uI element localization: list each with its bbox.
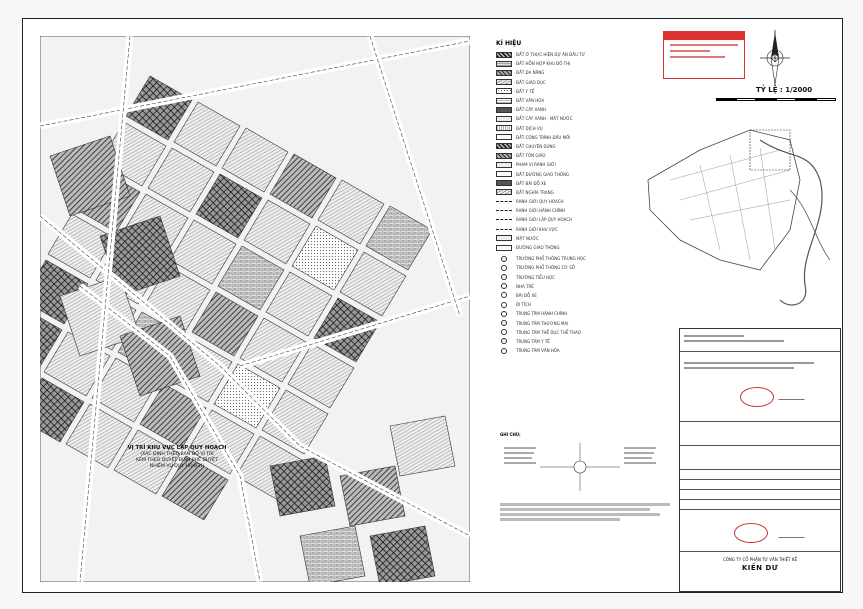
tb-row <box>680 469 840 470</box>
legend-item <box>496 87 656 96</box>
legend-swatch <box>496 229 512 230</box>
legend-symbol-label: BÃI ĐỖ XE <box>516 292 537 298</box>
north-arrow-icon <box>758 28 792 88</box>
tb-row <box>680 551 840 552</box>
legend-swatch <box>496 70 512 76</box>
tb-row <box>680 445 840 446</box>
land-parcel <box>300 526 365 582</box>
legend-label: ĐƯỜNG GIAO THÔNG <box>516 245 560 251</box>
legend-label: ĐẤT CÂY XANH - MẶT NƯỚC <box>516 116 573 122</box>
legend-label: ĐẤT GIÁO DỤC <box>516 79 546 85</box>
legend-label: ĐẤT ĐA NĂNG <box>516 70 545 76</box>
legend-label: ĐẤT BÃI ĐỖ XE <box>516 180 547 186</box>
planning-area-note-line3: KÈM THEO QUYẾT ĐỊNH PHÊ DUYỆT <box>136 458 218 463</box>
legend-list <box>496 50 656 252</box>
scale-block <box>716 86 836 101</box>
legend-swatch <box>496 98 512 104</box>
circle-symbol-icon <box>496 329 512 335</box>
legend-label: RANH GIỚI LẬP QUY HOẠCH <box>516 217 573 223</box>
circle-symbol-icon <box>496 265 512 271</box>
company-line: CÔNG TY CỔ PHẦN TƯ VẤN THIẾT KẾ <box>722 557 797 562</box>
legend-label: ĐẤT CHUYÊN DÙNG <box>516 143 556 149</box>
legend-symbol-label: TRUNG TÂM THỂ DỤC THỂ THAO <box>516 329 581 335</box>
legend-swatch <box>496 201 512 202</box>
tb-row <box>680 499 840 500</box>
legend-symbol-label: TRƯỜNG PHỔ THÔNG CƠ SỞ <box>516 265 576 271</box>
legend-symbol-item <box>496 309 656 318</box>
legend-label: RANH GIỚI QUY HOẠCH <box>516 199 564 205</box>
legend-swatch <box>496 134 512 140</box>
title-block <box>679 328 841 592</box>
red-seal <box>740 387 774 407</box>
legend-symbol-item <box>496 337 656 346</box>
legend-symbol-list <box>496 254 656 355</box>
legend-item <box>496 197 656 206</box>
tb-row <box>680 489 840 490</box>
legend-symbol-label: TRUNG TÂM VĂN HÓA <box>516 348 560 354</box>
legend-swatch <box>496 125 512 131</box>
legend-item <box>496 124 656 133</box>
approval-stamp <box>663 31 745 79</box>
legend-swatch <box>496 107 512 113</box>
legend-swatch <box>496 88 512 94</box>
tb-row <box>680 509 840 510</box>
legend-item <box>496 169 656 178</box>
circle-symbol-icon <box>496 320 512 326</box>
land-parcel <box>390 416 455 476</box>
legend-swatch <box>496 189 512 195</box>
legend-symbol-item <box>496 282 656 291</box>
legend-label: MẶT NƯỚC <box>516 235 539 241</box>
legend-swatch <box>496 143 512 149</box>
note-line <box>500 518 620 521</box>
legend-item <box>496 188 656 197</box>
legend-swatch <box>496 52 512 58</box>
legend-symbol-label: TRUNG TÂM Y TẾ <box>516 338 550 344</box>
legend-symbol-item <box>496 263 656 272</box>
tb-line <box>684 367 794 369</box>
legend-label: PHẠM VI RANH GIỚI <box>516 162 556 168</box>
legend-symbol-label: TRƯỜNG PHỔ THÔNG TRUNG HỌC <box>516 256 586 262</box>
legend <box>496 40 656 355</box>
tb-line <box>684 340 784 342</box>
road-section-diagram <box>500 437 660 497</box>
circle-symbol-icon <box>496 274 512 280</box>
legend-label: ĐẤT ĐƯỜNG GIAO THÔNG <box>516 171 570 177</box>
legend-item <box>496 68 656 77</box>
tb-line <box>684 362 814 364</box>
legend-item <box>496 59 656 68</box>
legend-label: RANH GIỚI HÀNH CHÍNH <box>516 208 566 214</box>
legend-label: ĐẤT HỖN HỢP KHU ĐÔ THỊ <box>516 61 571 67</box>
circle-symbol-icon <box>496 338 512 344</box>
notes-block <box>500 432 670 523</box>
legend-label: ĐẤT DỊCH VỤ <box>516 125 543 131</box>
legend-item <box>496 151 656 160</box>
legend-symbol-item <box>496 328 656 337</box>
legend-symbol-item <box>496 273 656 282</box>
company-name: KIẾN DƯ <box>741 564 779 572</box>
tb-line <box>684 335 744 337</box>
legend-label: ĐẤT VĂN HÓA <box>516 98 545 104</box>
legend-label: ĐẤT TÔN GIÁO <box>516 153 546 159</box>
legend-symbol-item <box>496 254 656 263</box>
notes-title: GHI CHÚ: <box>500 432 521 437</box>
legend-item <box>496 50 656 59</box>
legend-item <box>496 225 656 234</box>
legend-label: ĐẤT NGHĨA TRANG <box>516 189 554 195</box>
legend-item <box>496 215 656 224</box>
scale-bar <box>716 98 836 101</box>
legend-symbol-label: DI TÍCH <box>516 302 531 308</box>
circle-symbol-icon <box>496 311 512 317</box>
legend-item <box>496 234 656 243</box>
location-inset-map <box>640 110 840 315</box>
stamp-line <box>670 56 725 58</box>
legend-symbol-label: TRUNG TÂM THƯƠNG MẠI <box>516 320 569 326</box>
legend-symbol-item <box>496 346 656 355</box>
stamp-line <box>670 44 738 46</box>
legend-item <box>496 133 656 142</box>
tb-row <box>680 479 840 480</box>
legend-symbol-label: TRƯỜNG TIỂU HỌC <box>516 274 555 280</box>
legend-swatch <box>496 171 512 177</box>
approval-stamp-header <box>664 32 744 40</box>
legend-swatch <box>496 61 512 67</box>
planning-map[interactable] <box>40 36 470 582</box>
circle-symbol-icon <box>496 283 512 289</box>
legend-symbol-item <box>496 318 656 327</box>
legend-label: RANH GIỚI KHU VỰC <box>516 226 558 232</box>
circle-symbol-icon <box>496 256 512 262</box>
legend-item <box>496 243 656 252</box>
legend-swatch <box>496 235 512 241</box>
legend-item <box>496 142 656 151</box>
legend-label: ĐẤT Y TẾ <box>516 88 535 94</box>
legend-item <box>496 206 656 215</box>
land-parcel <box>370 526 435 582</box>
planning-area-note-line2: (XÁC ĐỊNH THEO BẢN ĐỒ VỊ TRÍ <box>140 452 214 457</box>
planning-area-note-line1: VỊ TRÍ KHU VỰC LẬP QUY HOẠCH <box>127 445 227 451</box>
stamp-line <box>670 50 710 52</box>
legend-symbol-item <box>496 300 656 309</box>
signature <box>778 529 807 538</box>
planning-area-note-line4: NHIỆM VỤ QUY HOẠCH) <box>149 464 205 469</box>
legend-swatch <box>496 153 512 159</box>
legend-label: ĐẤT CÔNG TRÌNH ĐẦU MỐI <box>516 134 571 140</box>
company-block <box>684 557 836 572</box>
scale-label: TỶ LỆ : 1/2000 <box>756 86 813 94</box>
legend-symbol-item <box>496 291 656 300</box>
tb-row <box>680 351 840 352</box>
legend-symbol-label: NHÀ TRẺ <box>516 283 534 289</box>
legend-item <box>496 105 656 114</box>
planning-map-svg <box>40 36 470 582</box>
legend-swatch <box>496 162 512 168</box>
legend-label: ĐẤT Ở THỰC HIỆN DỰ ÁN ĐẦU TƯ <box>516 52 586 58</box>
legend-swatch <box>496 180 512 186</box>
land-parcel <box>270 456 335 516</box>
tb-row <box>680 421 840 422</box>
circle-symbol-icon <box>496 302 512 308</box>
circle-symbol-icon <box>496 292 512 298</box>
legend-title: KÍ HIỆU <box>496 40 522 47</box>
legend-label: ĐẤT CÂY XANH <box>516 107 546 113</box>
legend-swatch <box>496 116 512 122</box>
legend-item <box>496 78 656 87</box>
note-line <box>500 503 670 506</box>
note-line <box>500 508 650 511</box>
planning-area-note <box>122 445 232 470</box>
legend-item <box>496 96 656 105</box>
legend-swatch <box>496 210 512 211</box>
legend-swatch <box>496 219 512 220</box>
circle-symbol-icon <box>496 348 512 354</box>
legend-item <box>496 179 656 188</box>
legend-symbol-label: TRUNG TÂM HÀNH CHÍNH <box>516 311 568 317</box>
legend-swatch <box>496 79 512 85</box>
red-seal <box>734 523 768 543</box>
legend-swatch <box>496 245 512 251</box>
legend-item <box>496 160 656 169</box>
note-line <box>500 513 660 516</box>
signature <box>778 391 807 400</box>
legend-item <box>496 114 656 123</box>
